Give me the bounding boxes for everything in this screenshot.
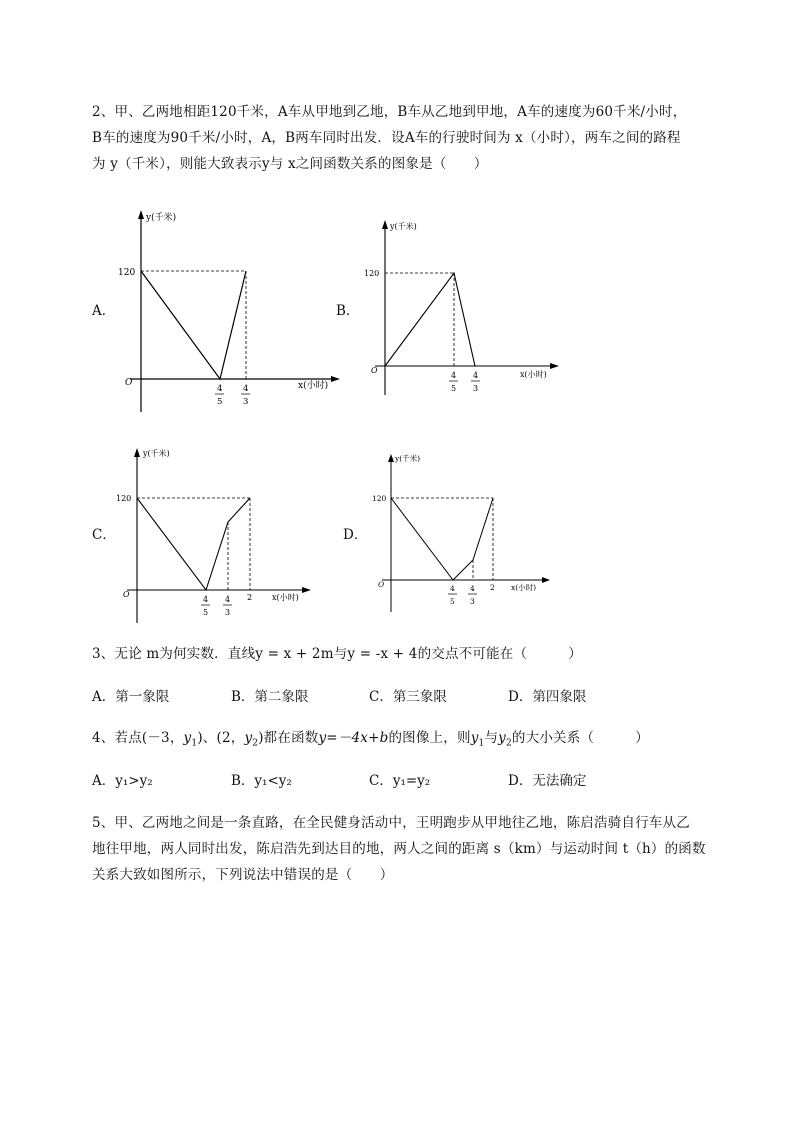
q2-line-2: B车的速度为90千米/小时，A，B两车同时出发．设A车的行驶时间为 x（小时），两车之间的路程	[92, 130, 681, 146]
tick-4-5-num: 4	[217, 384, 223, 394]
graph-c	[112, 443, 312, 628]
y-axis-label: y(千米)	[390, 222, 417, 231]
graph-line	[141, 271, 246, 379]
graph-b	[360, 215, 560, 400]
q4-option-d: D．无法确定	[508, 773, 587, 789]
q5-line-3: 关系大致如图所示，下列说法中错误的是（ ）	[92, 867, 394, 883]
y-axis-label: y(千米)	[143, 449, 170, 458]
q3-option-b: B．第二象限	[231, 689, 309, 705]
tick-4-5-den: 5	[450, 597, 455, 606]
q4-function: y=－4x+b	[318, 730, 389, 746]
x-axis-label: x(小时)	[520, 370, 547, 379]
tick-4-5-num: 4	[451, 371, 457, 380]
tick-4-5-den: 5	[451, 384, 457, 393]
tick-4-3-num: 4	[470, 584, 475, 593]
graph-line	[391, 498, 493, 580]
origin-label: O	[125, 378, 133, 388]
tick-4-5-num: 4	[450, 584, 455, 593]
origin-label: O	[123, 590, 130, 599]
tick-4-3-den: 3	[243, 397, 249, 407]
x-axis-label: x(小时)	[511, 583, 537, 592]
q4-option-a: A．y₁>y₂	[92, 773, 153, 789]
tick-4-5-den: 5	[217, 397, 223, 407]
option-c-label: C．	[92, 527, 116, 543]
tick-4-3-den: 3	[470, 597, 475, 606]
tick-4-5-den: 5	[203, 608, 209, 617]
tick-4-5-num: 4	[203, 595, 209, 604]
q3-option-c: C．第三象限	[369, 689, 447, 705]
graph-d	[368, 450, 553, 615]
origin-label: O	[378, 580, 385, 589]
tick-2: 2	[247, 593, 253, 602]
tick-4-3-num: 4	[473, 371, 479, 380]
q4-stem: 4、若点(－3，$y_1$)、(2，$y_2$)都在函数y=－4x+b的图像上，则$y_1$与$y_2$的大小关系（ ）	[92, 730, 649, 749]
y-tick-120: 120	[364, 269, 380, 278]
q2-line-3: 为 y（千米），则能大致表示y与 x之间函数关系的图象是（ ）	[92, 156, 488, 172]
tick-4-3-num: 4	[243, 384, 249, 394]
origin-label: O	[371, 366, 378, 375]
tick-2: 2	[490, 583, 495, 592]
q5-line-2: 地往甲地，两人同时出发，陈启浩先到达目的地，两人之间的距离 s（km）与运动时间 t（h）的函数	[92, 841, 706, 857]
graph-a	[110, 205, 340, 420]
tick-4-3-num: 4	[225, 595, 231, 604]
q4-option-b: B．y₁<y₂	[231, 773, 292, 789]
q3-option-d: D．第四象限	[508, 689, 587, 705]
y-tick-120: 120	[118, 268, 136, 278]
graph-line	[385, 273, 475, 366]
q3-option-a: A．第一象限	[92, 689, 170, 705]
q4-option-c: C．y₁=y₂	[369, 773, 431, 789]
q5-line-1: 5、甲、乙两地之间是一条直路，在全民健身活动中，王明跑步从甲地往乙地，陈启浩骑自行车从乙	[92, 815, 690, 831]
y-axis-label: y(千米)	[146, 213, 177, 223]
y-tick-120: 120	[116, 494, 132, 503]
x-axis-label: x(小时)	[272, 593, 299, 602]
y-tick-120: 120	[372, 494, 387, 503]
option-a-label: A．	[92, 303, 116, 319]
q2-line-1: 2、甲、乙两地相距120千米，A车从甲地到乙地，B车从乙地到甲地，A车的速度为60千米/小时，	[92, 104, 687, 120]
x-axis-label: x(小时)	[298, 381, 329, 391]
option-d-label: D．	[343, 527, 368, 543]
y-axis-label: y(千米)	[395, 454, 421, 463]
graph-line	[137, 498, 250, 590]
tick-4-3-den: 3	[225, 608, 231, 617]
q3-stem: 3、无论 m为何实数．直线y = x + 2m与y = -x + 4的交点不可能在（ ）	[92, 646, 582, 662]
tick-4-3-den: 3	[473, 384, 479, 393]
option-b-label: B．	[336, 303, 360, 319]
